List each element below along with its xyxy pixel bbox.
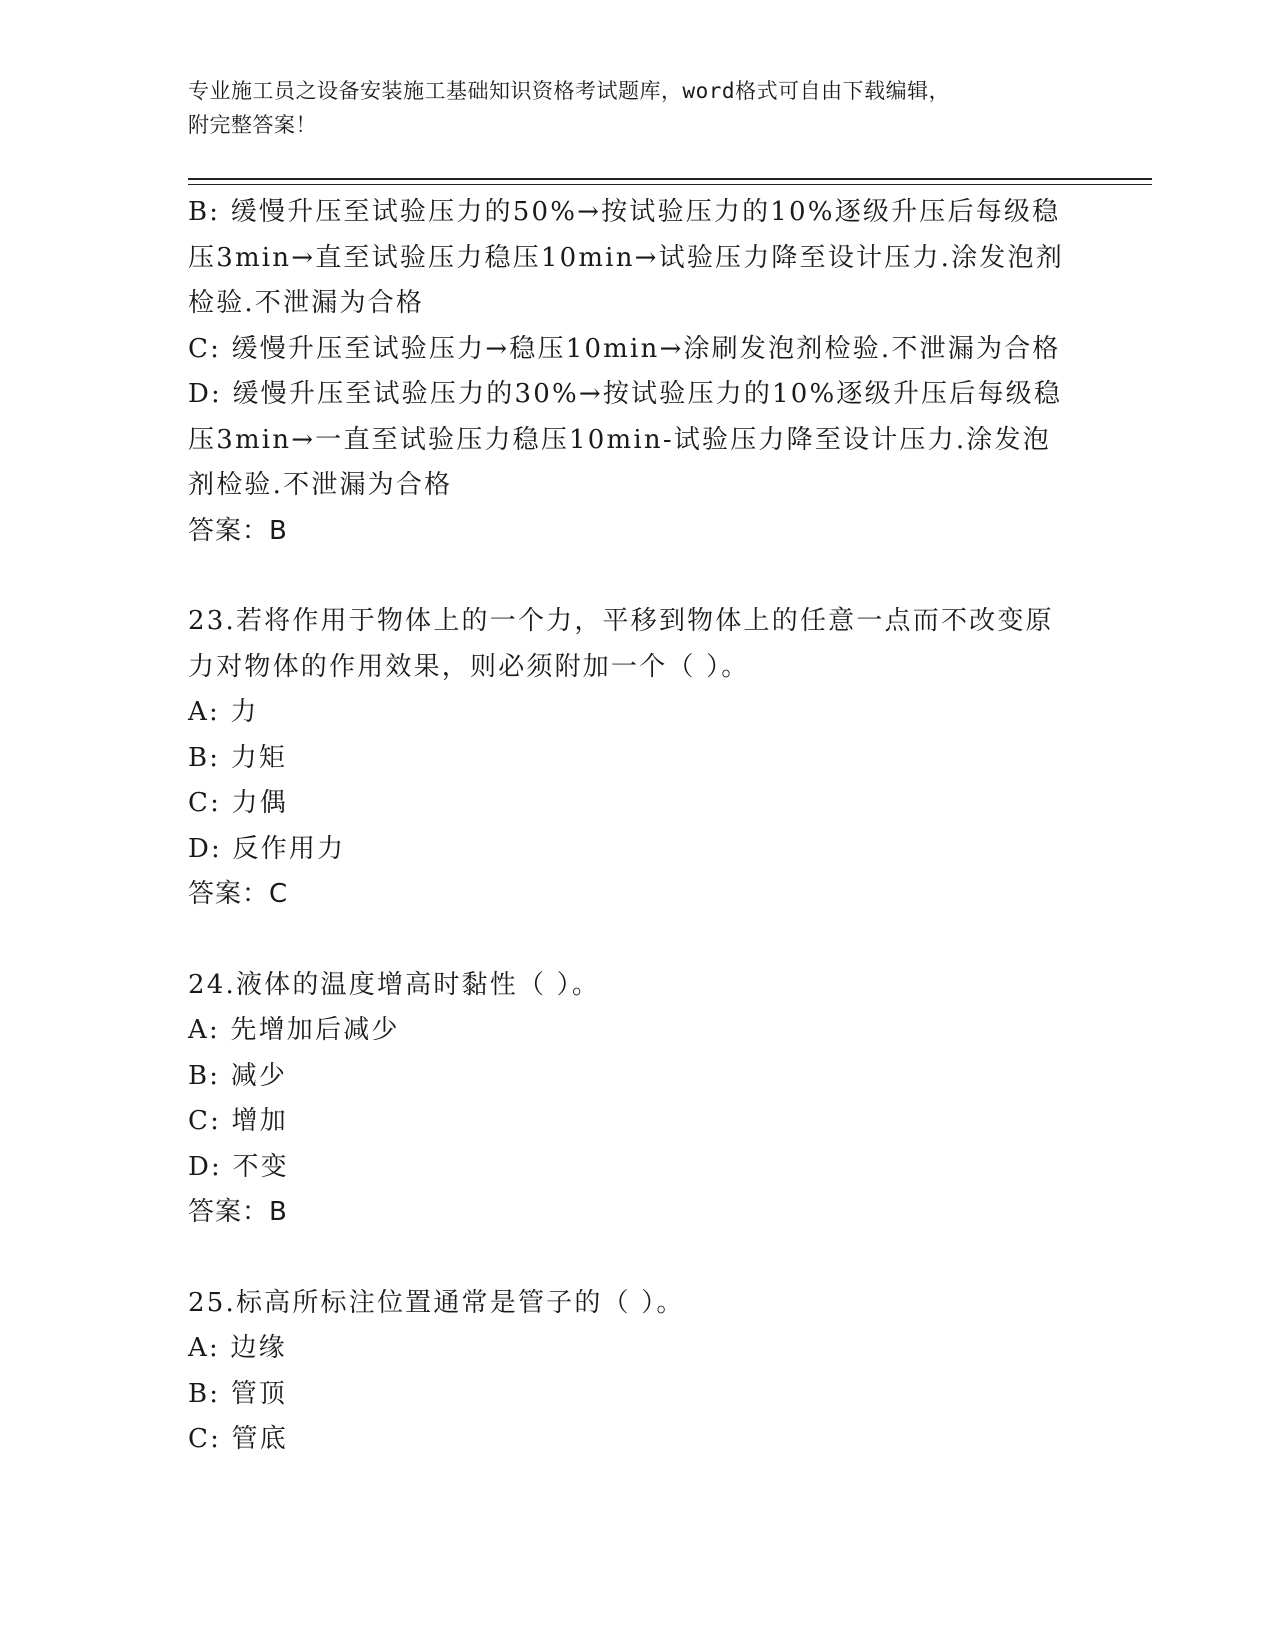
- option-d-line-1: D: 缓慢升压至试验压力的30%→按试验压力的10%逐级升压后每级稳: [188, 379, 1063, 409]
- option-d: D: 不变: [188, 1151, 289, 1182]
- option-d: D: 反作用力: [188, 833, 346, 864]
- question-stem: 25.标高所标注位置通常是管子的（ ）。: [188, 1287, 685, 1318]
- question-stem-line-1: 23.若将作用于物体上的一个力，平移到物体上的任意一点而不改变原: [188, 606, 1054, 636]
- option-c: C: 力偶: [188, 788, 288, 818]
- question-list: [188, 190, 1088, 1463]
- question-23: [188, 599, 1088, 918]
- option-b-line-2: 压3min→直至试验压力稳压10min→试验压力降至设计压力.涂发泡剂: [188, 242, 1064, 273]
- option-d-line-3: 剂检验.不泄漏为合格: [188, 470, 453, 500]
- option-a: A: 力: [188, 697, 259, 727]
- option-b-line-3: 检验.不泄漏为合格: [188, 288, 425, 318]
- option-a: A: 边缘: [188, 1333, 287, 1363]
- option-b: B: 减少: [188, 1060, 288, 1091]
- answer: 答案：C: [188, 879, 289, 909]
- option-b-line-1: B: 缓慢升压至试验压力的50%→按试验压力的10%逐级升压后每级稳: [188, 197, 1061, 227]
- question-25: [188, 1281, 1088, 1463]
- question-24: [188, 963, 1088, 1236]
- spacer: [188, 1236, 1088, 1281]
- option-d-line-2: 压3min→一直至试验压力稳压10min-试验压力降至设计压力.涂发泡: [188, 424, 1051, 455]
- option-c: C: 增加: [188, 1106, 288, 1136]
- answer: 答案：B: [188, 1197, 288, 1227]
- question-22: [188, 190, 1088, 554]
- header-divider-thick: [188, 178, 1152, 180]
- option-c: C: 缓慢升压至试验压力→稳压10min→涂刷发泡剂检验.不泄漏为合格: [188, 333, 1061, 364]
- option-c: C: 管底: [188, 1424, 288, 1454]
- header-line-1: 专业施工员之设备安装施工基础知识资格考试题库，word格式可自由下载编辑，: [188, 79, 951, 103]
- header-divider-thin: [188, 184, 1152, 185]
- option-a: A: 先增加后减少: [188, 1015, 400, 1045]
- spacer: [188, 918, 1088, 963]
- option-b: B: 管顶: [188, 1378, 288, 1409]
- question-stem: 24.液体的温度增高时黏性（ ）。: [188, 969, 601, 1000]
- option-b: B: 力矩: [188, 742, 288, 773]
- header-line-2: 附完整答案！: [188, 113, 317, 137]
- spacer: [188, 554, 1088, 599]
- document-header: [188, 74, 1068, 142]
- question-stem-line-2: 力对物体的作用效果，则必须附加一个（ ）。: [188, 651, 750, 682]
- answer: 答案：B: [188, 515, 288, 546]
